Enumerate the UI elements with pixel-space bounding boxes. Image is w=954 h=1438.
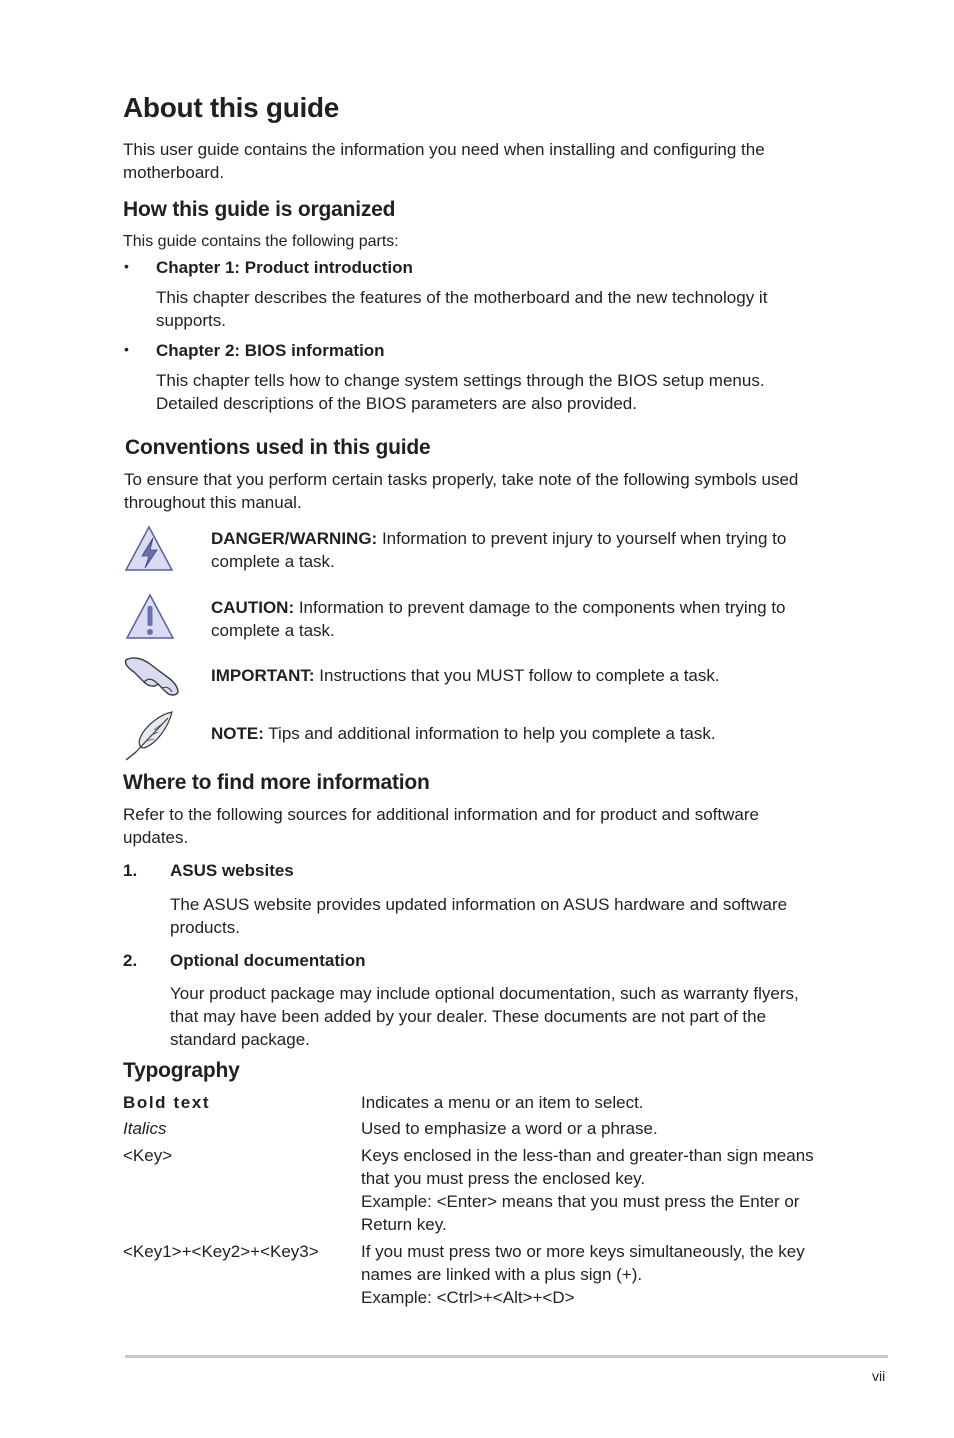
chapter-1-desc: This chapter describes the features of the motherboard and the new technology it supports. [156, 288, 768, 330]
conventions-lead: To ensure that you perform certain tasks properly, take note of the following symbols used throughout this manual. [124, 470, 799, 512]
note-feather-icon [122, 708, 178, 764]
typography-term-key: <Key> [123, 1146, 173, 1165]
caution-icon [124, 592, 176, 642]
source-2-desc: Your product package may include optional documentation, such as warranty flyers, that may have been added by your dealer. These documents are not part of the standard package. [170, 984, 799, 1049]
page-title: About this guide [123, 92, 340, 123]
convention-important: IMPORTANT: Instructions that you MUST follow to complete a task. [211, 666, 720, 685]
list-number: 1. [123, 861, 138, 880]
bullet: • [124, 258, 129, 274]
section-heading-where: Where to find more information [123, 771, 430, 794]
organized-lead: This guide contains the following parts: [123, 233, 399, 250]
where-lead: Refer to the following sources for additional information and for product and software updates. [123, 805, 759, 847]
source-2-title: Optional documentation [170, 951, 366, 970]
section-heading-organized: How this guide is organized [123, 198, 396, 221]
chapter-2-desc: This chapter tells how to change system settings through the BIOS setup menus. Detailed descriptions of the BIOS parameters are also provided. [156, 371, 765, 413]
typography-term-combo: <Key1>+<Key2>+<Key3> [123, 1242, 319, 1261]
typography-desc-combo: If you must press two or more keys simultaneously, the key names are linked with a plus sign (+). [361, 1242, 805, 1284]
list-number: 2. [123, 951, 138, 970]
typography-term-bold: Bold text [123, 1093, 211, 1112]
chapter-2-title: Chapter 2: BIOS information [156, 341, 385, 360]
section-heading-conventions: Conventions used in this guide [125, 436, 431, 459]
chapter-1-title: Chapter 1: Product introduction [156, 258, 413, 277]
typography-example-combo: Example: <Ctrl>+<Alt>+<D> [361, 1288, 575, 1307]
bullet: • [124, 341, 129, 357]
convention-danger: DANGER/WARNING: Information to prevent injury to yourself when trying to complete a task. [211, 529, 787, 571]
source-1-title: ASUS websites [170, 861, 294, 880]
danger-warning-icon [123, 524, 175, 574]
typography-example-key: Example: <Enter> means that you must press the Enter or Return key. [361, 1192, 800, 1234]
source-1-desc: The ASUS website provides updated information on ASUS hardware and software products. [170, 895, 788, 937]
intro-paragraph: This user guide contains the information you need when installing and configuring the motherboard. [123, 140, 765, 182]
convention-caution: CAUTION: Information to prevent damage to the components when trying to complete a task. [211, 598, 786, 640]
footer-rule [125, 1355, 888, 1358]
typography-desc-key: Keys enclosed in the less-than and greater-than sign means that you must press the enclosed key. [361, 1146, 814, 1188]
important-hand-icon [122, 652, 182, 698]
typography-desc-bold: Indicates a menu or an item to select. [361, 1093, 644, 1112]
page-number: vii [872, 1368, 886, 1384]
convention-note: NOTE: Tips and additional information to help you complete a task. [211, 724, 716, 743]
typography-desc-italics: Used to emphasize a word or a phrase. [361, 1119, 658, 1138]
section-heading-typography: Typography [123, 1059, 240, 1082]
typography-term-italics: Italics [123, 1119, 167, 1138]
